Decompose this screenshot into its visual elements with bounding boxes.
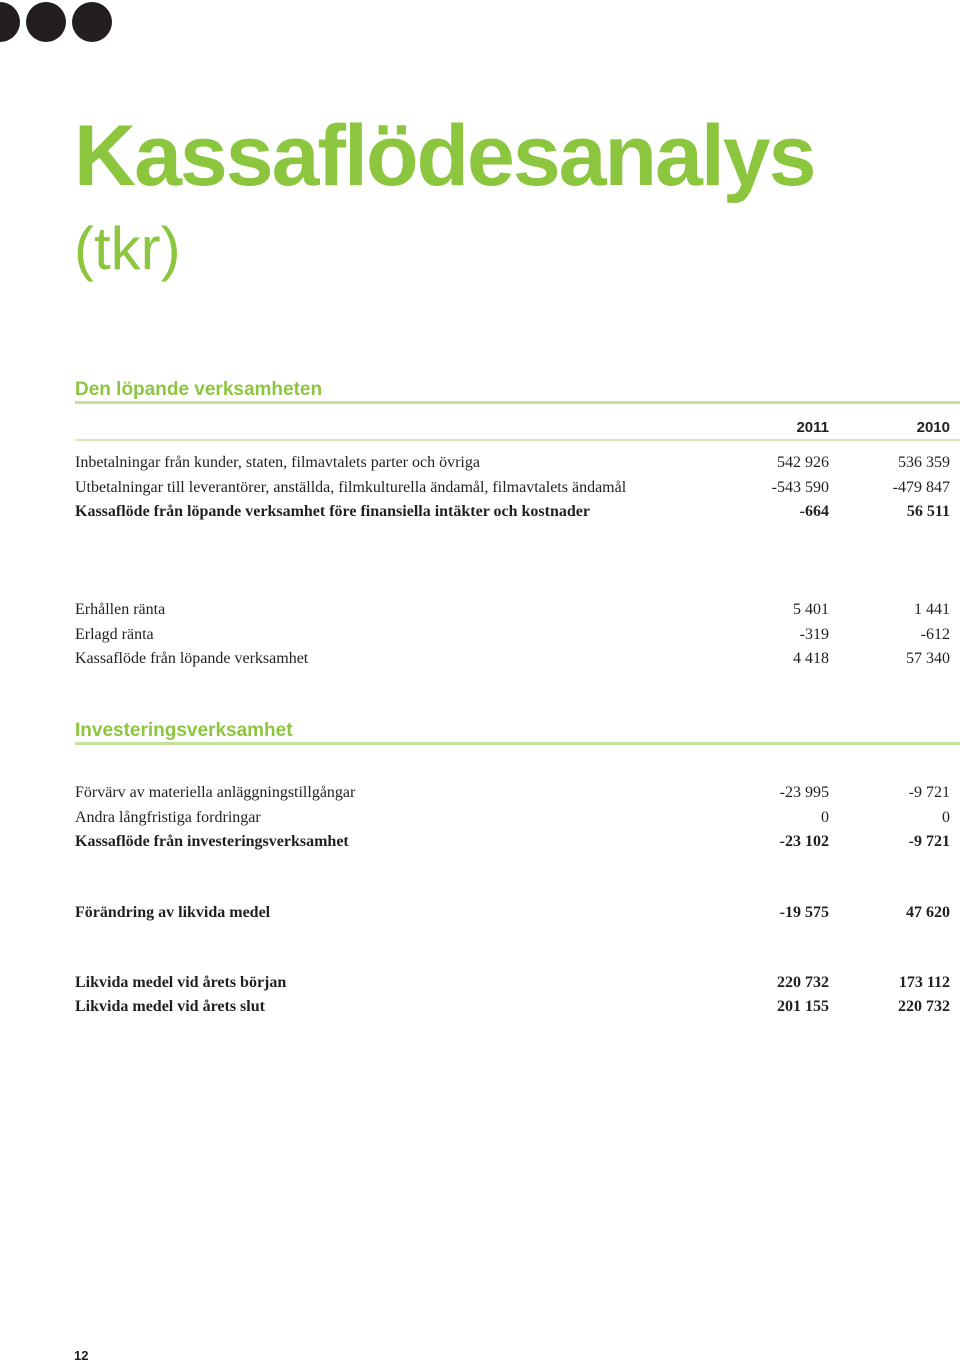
value-2011: -664 [799,503,829,520]
column-header-2010: 2010 [916,419,950,436]
value-2011: 542 926 [777,454,829,471]
page-title: Kassaflödesanalys [74,108,815,204]
value-2011: -23 102 [779,833,829,850]
section-heading-investing: Investeringsverksamhet [75,720,293,741]
section-heading-operating: Den löpande verksamheten [75,379,323,400]
row-label: Likvida medel vid årets början [75,974,287,991]
row-label: Erhållen ränta [75,601,166,618]
table-row [75,598,950,622]
value-2010: -9 721 [908,833,950,850]
value-2010: -612 [920,626,950,643]
column-header-2011: 2011 [796,419,829,436]
row-label: Kassaflöde från löpande verksamhet före finansiella intäkter och kostnader [75,503,590,520]
table-row [75,623,950,647]
total-row [75,971,950,995]
row-label: Inbetalningar från kunder, staten, filmavtalets parter och övriga [75,454,480,471]
subtotal-row [75,830,950,854]
section-divider [75,742,960,745]
value-2010: -9 721 [908,784,950,801]
value-2011: -543 590 [771,479,829,496]
table-row [75,451,950,475]
value-2011: -19 575 [779,904,829,921]
dot-icon [26,2,66,42]
total-row [75,901,950,925]
value-2010: 57 340 [906,650,950,667]
row-label: Erlagd ränta [75,626,154,643]
value-2011: -319 [799,626,829,643]
value-2010: 1 441 [914,601,950,618]
row-label: Förändring av likvida medel [75,904,271,921]
value-2010: 220 732 [898,998,950,1015]
value-2010: 47 620 [906,904,950,921]
dot-icon [72,2,112,42]
value-2011: 201 155 [777,998,829,1015]
dot-icon [0,2,20,42]
value-2011: -23 995 [779,784,829,801]
table-row [75,806,950,830]
table-row [75,476,950,500]
value-2011: 0 [821,809,829,826]
row-label: Kassaflöde från löpande verksamhet [75,650,309,667]
row-label: Förvärv av materiella anläggningstillgångar [75,784,356,801]
value-2011: 4 418 [793,650,829,667]
value-2011: 5 401 [793,601,829,618]
page-subtitle: (tkr) [74,215,181,282]
value-2010: -479 847 [892,479,950,496]
value-2010: 56 511 [906,503,950,520]
value-2010: 173 112 [898,974,950,991]
value-2011: 220 732 [777,974,829,991]
table-row [75,781,950,805]
row-label: Andra långfristiga fordringar [75,809,261,826]
row-label: Utbetalningar till leverantörer, anställda, filmkulturella ändamål, filmavtalets ändamål [75,479,627,496]
page-number: 12 [74,1348,89,1363]
row-label: Kassaflöde från investeringsverksamhet [75,833,349,850]
decorative-dots [0,0,120,44]
row-label: Likvida medel vid årets slut [75,998,265,1015]
subtotal-row [75,500,950,524]
table-row [75,647,950,671]
header-divider [75,439,960,441]
section-divider [75,401,960,404]
value-2010: 0 [942,809,950,826]
value-2010: 536 359 [898,454,950,471]
total-row [75,995,950,1019]
